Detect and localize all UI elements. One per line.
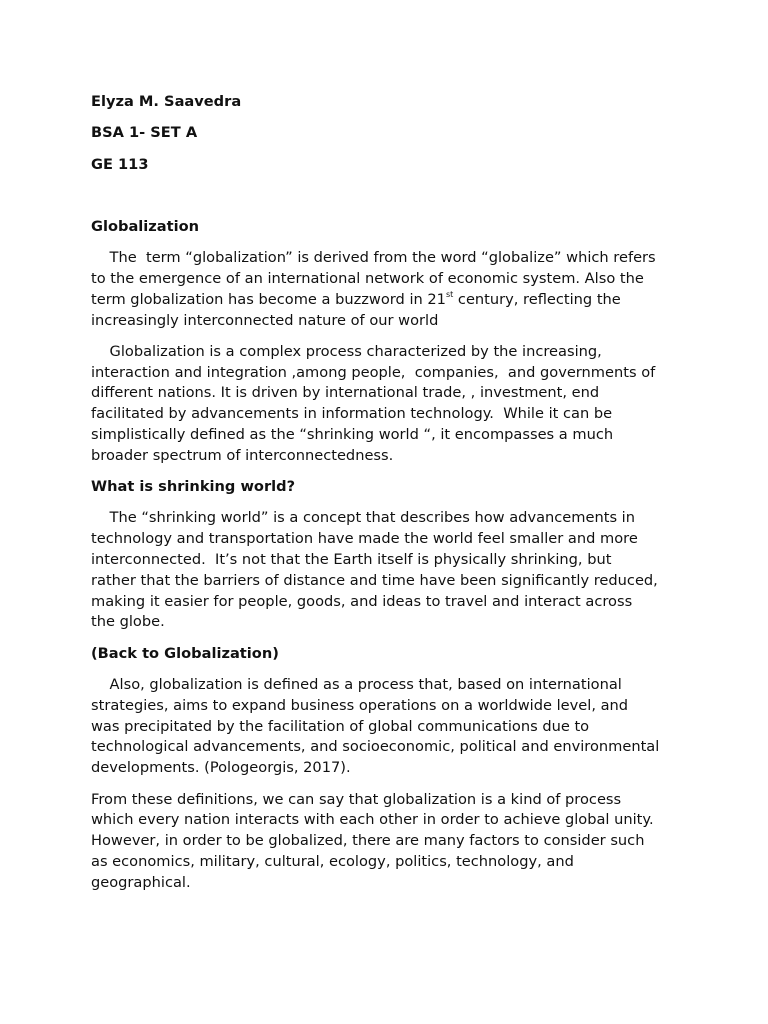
document-body bbox=[91, 92, 685, 904]
paragraph-line: strategies, aims to expand business operations on a worldwide level, and bbox=[91, 696, 629, 714]
paragraph-line: Also, globalization is defined as a process that, based on international bbox=[91, 676, 622, 694]
paragraph-line: increasingly interconnected nature of our world bbox=[91, 311, 439, 329]
paragraph-line: making it easier for people, goods, and ideas to travel and interact across bbox=[91, 592, 633, 610]
paragraph-line: technology and transportation have made the world feel smaller and more bbox=[91, 530, 638, 548]
paragraph-line: rather that the barriers of distance and time have been significantly reduced, bbox=[91, 571, 658, 589]
line-text: term globalization has become a buzzword in 21 bbox=[91, 290, 446, 308]
paragraph-line: From these definitions, we can say that globalization is a kind of process bbox=[91, 790, 622, 808]
paragraph-line: facilitated by advancements in information technology. While it can be bbox=[91, 405, 613, 423]
class-section: BSA 1- SET A bbox=[91, 124, 198, 142]
paragraph-line: as economics, military, cultural, ecology, politics, technology, and bbox=[91, 852, 574, 870]
paragraph-conclusion bbox=[91, 790, 685, 894]
paragraph-line: The term “globalization” is derived from the word “globalize” which refers bbox=[91, 249, 656, 267]
document-title: Globalization bbox=[91, 217, 200, 235]
paragraph-shrinking-world bbox=[91, 508, 685, 633]
course-code: GE 113 bbox=[91, 155, 149, 173]
paragraph-line: technological advancements, and socioeconomic, political and environmental bbox=[91, 738, 660, 756]
paragraph-line: simplistically defined as the “shrinking world “, it encompasses a much bbox=[91, 426, 614, 444]
author-name: Elyza M. Saavedra bbox=[91, 93, 242, 110]
paragraph-definition bbox=[91, 248, 685, 331]
paragraph-line bbox=[91, 290, 685, 311]
ordinal-suffix: st bbox=[445, 289, 454, 299]
paragraph-line: developments. (Pologeorgis, 2017). bbox=[91, 759, 351, 777]
paragraph-line: the globe. bbox=[91, 613, 165, 631]
paragraph-process bbox=[91, 342, 685, 467]
paragraph-line: interaction and integration ,among people, companies, and governments of bbox=[91, 363, 656, 381]
paragraph-line: The “shrinking world” is a concept that describes how advancements in bbox=[91, 509, 635, 527]
paragraph-line: geographical. bbox=[91, 873, 191, 891]
paragraph-line: was precipitated by the facilitation of global communications due to bbox=[91, 717, 590, 735]
paragraph-line: However, in order to be globalized, there are many factors to consider such bbox=[91, 832, 645, 850]
section-heading-back: (Back to Globalization) bbox=[91, 644, 279, 662]
spacer bbox=[91, 186, 685, 217]
section-heading-shrinking-world: What is shrinking world? bbox=[91, 478, 296, 496]
paragraph-also bbox=[91, 675, 685, 779]
paragraph-line: interconnected. It’s not that the Earth itself is physically shrinking, but bbox=[91, 551, 612, 569]
paragraph-line: Globalization is a complex process characterized by the increasing, bbox=[91, 342, 602, 360]
line-text: century, reflecting the bbox=[453, 290, 621, 308]
paragraph-line: which every nation interacts with each other in order to achieve global unity. bbox=[91, 811, 654, 829]
paragraph-line: to the emergence of an international network of economic system. Also the bbox=[91, 269, 644, 287]
paragraph-line: different nations. It is driven by international trade, , investment, end bbox=[91, 384, 600, 402]
paragraph-line: broader spectrum of interconnectedness. bbox=[91, 446, 394, 464]
